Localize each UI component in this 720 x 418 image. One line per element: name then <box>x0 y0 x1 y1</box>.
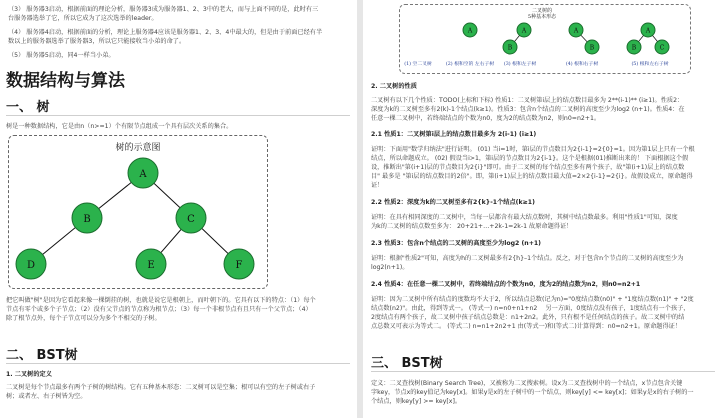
tree-figure-title: 树的示意图 <box>115 143 161 153</box>
form-caption: (4) 根和右子树 <box>565 62 599 67</box>
tree-diagram <box>9 136 267 288</box>
intro-line: 台服务器选举了它，所以它成为了这次选举的leader。 <box>8 15 158 22</box>
property-1-line: 结点，所以命题成立。 (02) 假设当i>1，第i层的节点数目为2{i-1}。这个是根据(01)推断出来的！ 下面根据这个假 <box>371 155 689 162</box>
tree-figure <box>8 135 268 289</box>
props-title: 2. 二叉树的性质 <box>371 83 417 90</box>
bst-definition-title: 1. 二叉树的定义 <box>6 371 52 378</box>
bst-def-line: 定义：二叉查找树(Binary Search Tree)，又被称为二叉搜索树。设x为二叉查找树中的一个结点，x节点包含关键 <box>371 380 683 387</box>
tree-desc-line: 把它叫做"树"是因为它看起来像一棵倒挂的树，也就是说它是根朝上，而叶朝下的。它具有以下的特点：（1）每个 <box>6 297 316 304</box>
svg-text:B: B <box>589 44 595 52</box>
form-4-right <box>585 40 599 54</box>
heading-rule <box>371 371 715 372</box>
property-4-line: 证明：因为二叉树中所有结点的度数均不大于2，所以结点总数(记为n)="0度结点数(n0)" + "1度结点数(n1)" + "2度 <box>371 296 694 303</box>
property-1-line: 证！ <box>371 182 384 189</box>
property-4-title: 2.4 性质4：在任意一棵二叉树中，若终端结点的个数为n0，度为2的结点数为n2，则n0=n2+1 <box>371 281 641 288</box>
tree-node-e <box>136 249 166 279</box>
svg-text:B: B <box>83 214 91 225</box>
form-caption: (1) 空二叉树 <box>404 62 432 67</box>
form-5-right <box>655 40 669 54</box>
svg-text:E: E <box>147 260 155 271</box>
bst-def-line: 字key，节点x的key值记为key[x]。如果y是x的左子树中的一个结点，则key[y] <= key[x]；如果y是x的右子树的一 <box>371 389 694 396</box>
tree-node-c <box>176 203 206 233</box>
bst-def-line: 个结点，则key[y] >= key[x]。 <box>371 398 462 405</box>
form-2-root <box>463 23 477 37</box>
property-3-title: 2.3 性质3：包含n个结点的二叉树的高度至少为log2 (n+1) <box>371 240 542 247</box>
svg-text:B: B <box>507 44 513 52</box>
form-caption: (5) 根和左右子树 <box>631 62 669 67</box>
forms-figure-title: 二叉树的 <box>531 8 553 14</box>
tree-node-f <box>224 249 254 279</box>
svg-text:A: A <box>645 27 651 35</box>
document-page-right <box>363 0 720 418</box>
bst-definition-line: 树；或者左、右子树皆为空。 <box>6 393 87 400</box>
form-caption: (3) 根和左子树 <box>503 62 537 67</box>
svg-text:B: B <box>631 44 637 52</box>
form-4-root <box>569 23 583 37</box>
tree-node-b <box>72 203 102 233</box>
property-4-line: 2度结点有两个孩子，故二叉树中孩子结点总数是：n1+2n2。此外，只有根不是任何结点的孩子。故二叉树中的结 <box>371 314 685 321</box>
binary-tree-forms-diagram <box>400 5 690 73</box>
property-1-line: 证明：下面用"数学归纳法"进行证明。 (01) 当i=1时，第i层的节点数目为2{i-1}=2{0}=1。因为第1层上只有一个根 <box>371 146 695 153</box>
svg-text:F: F <box>235 260 243 271</box>
heading-rule <box>6 363 350 364</box>
property-1-title: 2.1 性质1：二叉树第i层上的结点数目最多为 2(i-1) (i≥1) <box>371 131 537 138</box>
binary-tree-forms-figure <box>399 4 691 74</box>
tree-desc-line: 节点有零个或多个子节点；（2）没有父节点的节点称为根节点；（3）每一个非根节点有且只有一个父节点；（4） <box>6 306 312 313</box>
svg-text:C: C <box>187 214 195 225</box>
bst-definition-line: 二叉树是每个节点最多有两个子树的树结构。它有五种基本形态：二叉树可以是空集；根可以有空的左子树或右子 <box>6 384 316 391</box>
props-line: 深度为k的二叉树至多有2(k)-1个结点(k≥1)。性质3：包含n个结点的二叉树的高度至少为log2 (n+1)。性质4：在 <box>371 106 685 113</box>
property-2-line: 证明：在具有相同深度的二叉树中，当每一层都含有最大结点数时，其树中结点数最多。利用"性质1"可知，深度 <box>371 214 678 221</box>
property-4-line: 结点数(n2)"。由此，得到等式一。 (等式一) n=n0+n1+n2 另一方面，0度结点没有孩子，1度结点有一个孩子， <box>371 305 690 312</box>
svg-text:A: A <box>467 27 473 35</box>
property-3-line: log2(n+1)。 <box>371 264 409 271</box>
forms-figure-title: 5种基本形态 <box>527 14 557 20</box>
tree-node-d <box>16 249 46 279</box>
tree-intro: 树是一种数据结构，它是由n（n>=1）个有限节点组成一个具有层次关系的集合。 <box>6 123 233 130</box>
property-2-line: 为k的二叉树的结点数至多为： 20+21+…+2k-1=2k-1 故原命题得证！ <box>371 223 573 230</box>
tree-desc-line: 除了根节点外，每个子节点可以分为多个不相交的子树。 <box>6 315 161 322</box>
form-5-root <box>641 23 655 37</box>
main-heading: 数据结构与算法 <box>6 71 125 91</box>
svg-text:C: C <box>659 44 665 52</box>
section-heading-bst-3: 三、 BST树 <box>371 356 443 371</box>
intro-line: （3） 服务器3启动，根据前面的理论分析，服务器3成为服务器1、2、3中的老大，而与上面不同的是，此时有三 <box>8 6 319 13</box>
form-caption: (2) 根和空的 左右子树 <box>445 62 495 67</box>
intro-line: 数以上的服务器选举了服务器3，所以它只能接收当小弟的命了。 <box>8 38 186 45</box>
property-1-line: 目" 最多是 "第i层的结点数目的2倍"。即，第(i+1)层上的结点数目最大值=2×2{i-1}=2{i}。故假设成立，原命题得 <box>371 173 693 180</box>
document-page-left <box>0 0 357 418</box>
intro-line: （4） 服务器4启动，根据前面的分析，理论上服务器4应该是服务器1、2、3、4中最大的，但是由于前面已经有半 <box>8 29 323 36</box>
property-4-line: 点总数又可表示为等式二。 (等式二) n=n1+2n2+1 由(等式一)和(等式二)计算得到：n0=n2+1。原命题得证！ <box>371 323 682 330</box>
heading-rule <box>6 115 350 116</box>
svg-text:A: A <box>573 27 579 35</box>
property-2-title: 2.2 性质2：深度为k的二叉树至多有2{k}-1个结点(k≥1) <box>371 199 535 206</box>
props-line: 任意一棵二叉树中，若终端结点的个数为n0，度为2的结点数为n2，则n0=n2+1。 <box>371 115 601 122</box>
section-heading-bst: 二、 BST树 <box>6 348 78 363</box>
intro-line: （5） 服务器5启动，同4一样当小弟。 <box>8 52 115 59</box>
svg-text:A: A <box>139 169 147 180</box>
property-1-line: 设，推断出"第(i+1)层的节点数目为2{i}"即可。由于二叉树的每个结点至多有两个孩子，故"第(i+1)层上的结点数 <box>371 164 685 171</box>
property-3-line: 证明：根据"性质2"可知，高度为h的二叉树最多有2{h}–1个结点。反之，对于包含n个节点的二叉树的高度至少为 <box>371 255 684 262</box>
form-3-root <box>517 23 531 37</box>
props-line: 二叉树有以下几个性质：TODO(上标和下标) 性质1：二叉树第i层上的结点数目最多为 2**(i-1)** (i≥1)。性质2： <box>371 97 684 104</box>
svg-text:D: D <box>26 260 36 271</box>
svg-text:A: A <box>521 27 527 35</box>
form-5-left <box>627 40 641 54</box>
form-3-left <box>503 40 517 54</box>
tree-node-a <box>128 158 158 188</box>
section-heading-tree: 一、 树 <box>6 100 50 115</box>
